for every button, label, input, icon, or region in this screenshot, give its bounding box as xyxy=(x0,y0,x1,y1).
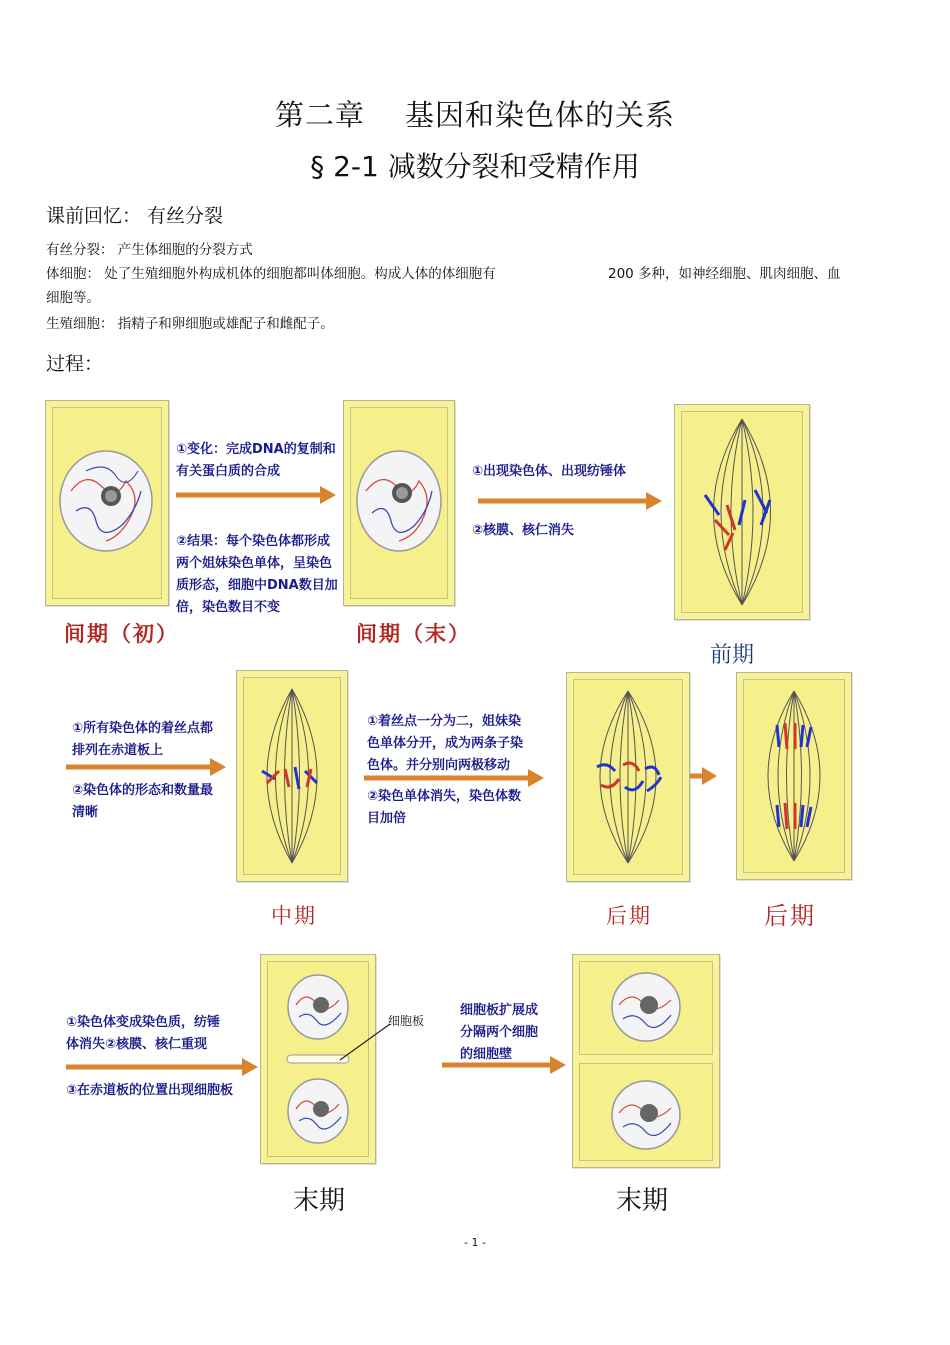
annotation-metaphase-1: ①所有染色体的着丝点都 排列在赤道板上 xyxy=(72,721,214,758)
section-title: § 2-1 减数分裂和受精作用 xyxy=(310,150,640,183)
annotation-anaphase-2: ②染色单体消失，染色体数 目加倍 xyxy=(367,789,522,826)
annotation-anaphase-1: ①着丝点一分为二，姐妹染 色单体分开，成为两条子染 色体。并分别向两极移动 xyxy=(367,714,524,773)
prophase-cell xyxy=(674,404,810,620)
chapter-number: 第二章 xyxy=(274,98,365,132)
stage-label-prophase: 前期 xyxy=(710,643,755,668)
anaphase-late-cell xyxy=(736,672,852,880)
cell-plate-pointer xyxy=(336,1022,392,1064)
definition-mitosis: 有丝分裂： 产生体细胞的分裂方式 xyxy=(46,242,253,258)
annotation-prophase-1: ①出现染色体、出现纺锤体 xyxy=(472,464,627,479)
interphase-late-cell xyxy=(343,400,455,606)
definition-somatic-cell: 体细胞： 处了生殖细胞外构成机体的细胞都叫体细胞。构成人体的体细胞有 xyxy=(46,266,496,282)
chapter-title xyxy=(0,93,950,134)
arrow-7 xyxy=(442,1054,568,1076)
definition-somatic-cell-end: 细胞等。 xyxy=(46,290,100,306)
definition-germ-cell: 生殖细胞： 指精子和卵细胞或雄配子和雌配子。 xyxy=(46,316,334,332)
definition-somatic-cell-cont: 200 多种，如神经细胞、肌肉细胞、血 xyxy=(608,266,841,282)
metaphase-cell xyxy=(236,670,348,882)
interphase-early-cell xyxy=(45,400,169,606)
annotation-cell-wall: 细胞板扩展成 分隔两个细胞 的细胞壁 xyxy=(460,1003,539,1062)
nucleus-image xyxy=(46,401,168,605)
stage-label-interphase-early: 间期（初） xyxy=(64,622,179,646)
chapter-name: 基因和染色体的关系 xyxy=(405,98,676,132)
review-heading: 课前回忆： 有丝分裂 xyxy=(46,205,224,227)
annotation-metaphase-2: ②染色体的形态和数量最 清晰 xyxy=(72,783,214,820)
stage-label-telophase-2: 末期 xyxy=(616,1186,669,1216)
annotation-telophase-2: ③在赤道板的位置出现细胞板 xyxy=(66,1083,234,1098)
annotation-interphase-change: ①变化：完成DNA的复制和 有关蛋白质的合成 xyxy=(176,442,336,479)
arrow-3 xyxy=(66,756,228,778)
stage-label-anaphase-early: 后期 xyxy=(606,904,652,928)
stage-label-interphase-late: 间期（末） xyxy=(356,622,471,646)
arrow-5 xyxy=(690,765,718,787)
telophase-divided-cells xyxy=(572,954,720,1168)
annotation-prophase-2: ②核膜、核仁消失 xyxy=(472,523,575,538)
arrow-1 xyxy=(176,484,338,506)
anaphase-early-cell xyxy=(566,672,690,882)
process-heading: 过程： xyxy=(46,353,104,375)
arrow-6 xyxy=(66,1056,260,1078)
stage-label-metaphase: 中期 xyxy=(271,904,317,928)
annotation-telophase-1: ①染色体变成染色质，纺锤 体消失②核膜、核仁重现 xyxy=(66,1015,221,1052)
stage-label-anaphase-late: 后期 xyxy=(764,902,816,930)
stage-label-telophase-1: 末期 xyxy=(293,1186,346,1216)
page-number: - 1 - xyxy=(464,1236,486,1249)
arrow-2 xyxy=(478,490,664,512)
annotation-interphase-result: ②结果：每个染色体都形成 两个姐妹染色单体，呈染色 质形态，细胞中DNA数目加 倍，染色数目不变 xyxy=(176,534,338,615)
cell-plate-label: 细胞板 xyxy=(388,1014,425,1028)
